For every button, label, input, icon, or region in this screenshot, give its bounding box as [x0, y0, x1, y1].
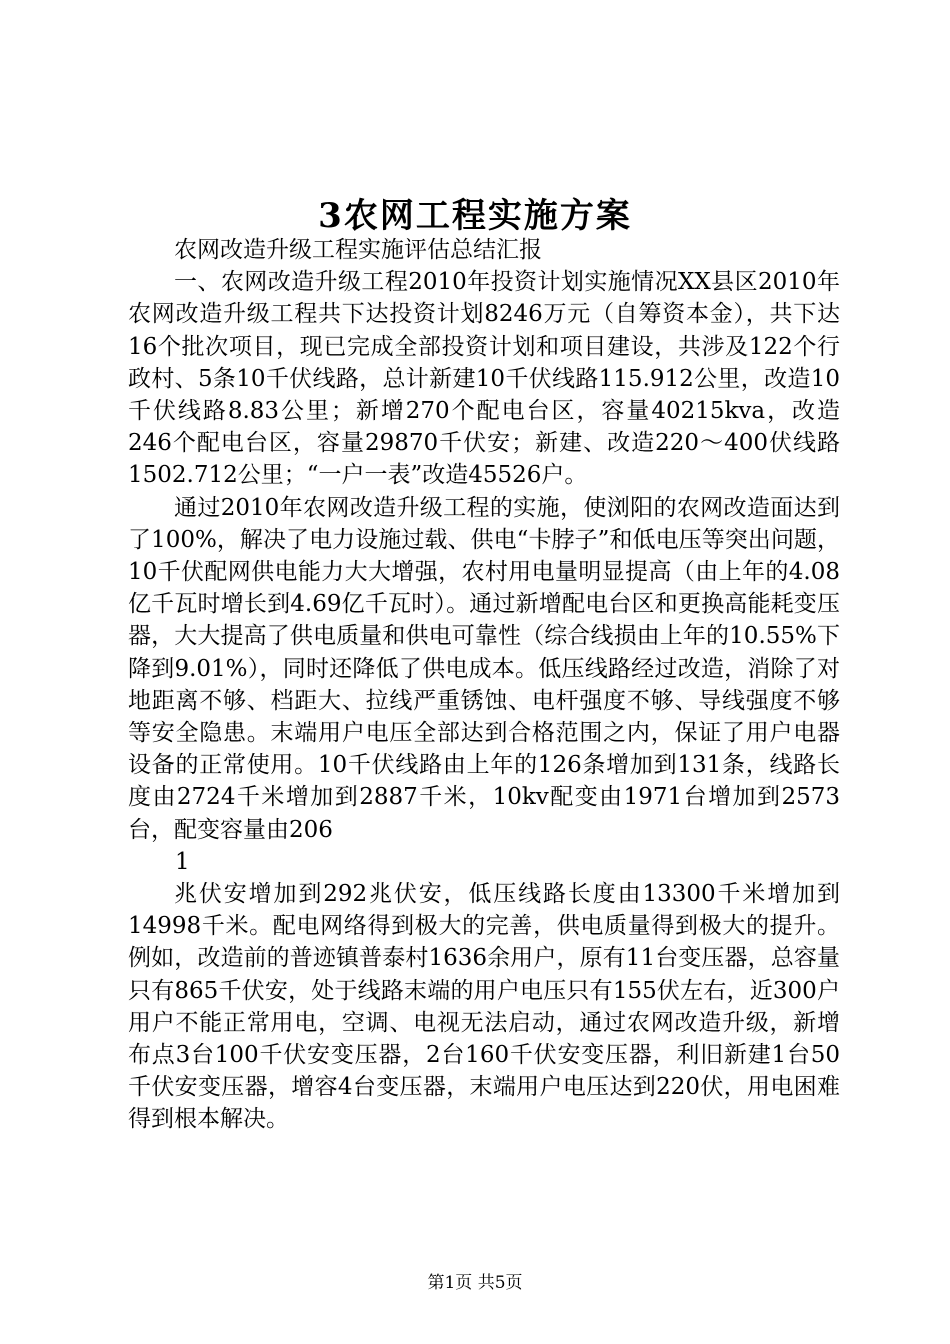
inline-page-number: 1: [175, 848, 190, 875]
document-body: [128, 234, 840, 1136]
body-paragraph: 一、农网改造升级工程2010年投资计划实施情况XX县区2010年农网改造升级工程共下达投资计划8246万元（自筹资本金），共下达16个批次项目，现已完成全部投资计划和项目建设，共涉及122个行政村、5条10千伏线路，总计新建10千伏线路115.912公里，改造10千伏线路8.83公里；新增270个配电台区，容量40215kva，改造246个配电台区，容量29870千伏安；新建、改造220～400伏线路1502.712公里；“一户一表”改造45526户。: [128, 269, 840, 489]
continuation-paragraph: 兆伏安增加到292兆伏安，低压线路长度由13300千米增加到14998千米。配电网络得到极大的完善，供电质量得到极大的提升。例如，改造前的普迹镇普泰村1636余用户，原有11台变压器，总容量只有865千伏安，处于线路末端的用户电压只有155伏左右，近300户用户不能正常用电，空调、电视无法启动，通过农网改造升级，新增布点3台100千伏安变压器，2台160千伏安变压器，利旧新建1台50千伏安变压器，增容4台变压器，末端用户电压达到220伏，用电困难得到根本解决。: [128, 881, 840, 1133]
page-footer: 第1页 共5页: [427, 1273, 523, 1293]
body-paragraph: 通过2010年农网改造升级工程的实施，使浏阳的农网改造面达到了100%，解决了电力设施过载、供电“卡脖子”和低电压等突出问题，10千伏配网供电能力大大增强，农村用电量明显提高（由上年的4.08亿千瓦时增长到4.69亿千瓦时）。通过新增配电台区和更换高能耗变压器，大大提高了供电质量和供电可靠性（综合线损由上年的10.55%下降到9.01%），同时还降低了供电成本。低压线路经过改造，消除了对地距离不够、档距大、拉线严重锈蚀、电杆强度不够、导线强度不够等安全隐患。末端用户电压全部达到合格范围之内，保证了用户电器设备的正常使用。10千伏线路由上年的126条增加到131条，线路长度由2724千米增加到2887千米，10kv配变由1971台增加到2573台，配变容量由206: [128, 494, 840, 843]
document-title: 3农网工程实施方案: [318, 196, 632, 236]
subtitle-paragraph: 农网改造升级工程实施评估总结汇报: [174, 237, 542, 263]
